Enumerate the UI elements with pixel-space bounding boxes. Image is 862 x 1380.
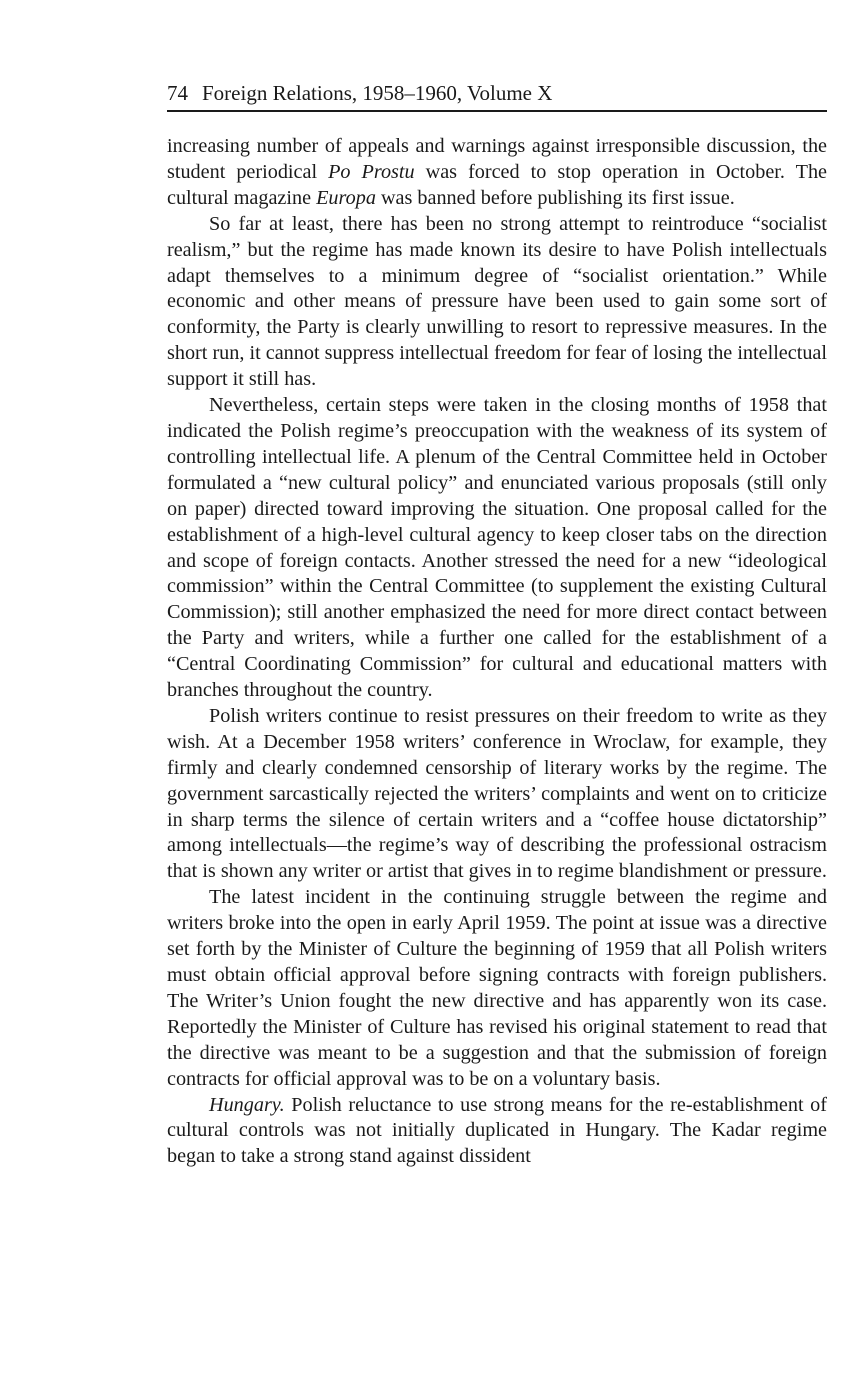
paragraph-text: was forced to stop operation in October. The cultural magazine xyxy=(167,160,828,209)
paragraph-socialist-realism: So far at least, there has been no strong attempt to reintroduce “socialist realism,” but the regime has made known its desire to have Polish intellectuals adapt themselves to a minimum degree of “socialist orientation.” While economic and other means of pressure have been used to gain some sort of conformity, the Party is clearly unwilling to resort to repressive measures. In the short run, it cannot suppress intellectual freedom for fear of losing the intellectual support it still has. xyxy=(167,212,827,391)
paragraph-hungary xyxy=(167,1093,827,1171)
paragraph-writers-resistance: Polish writers continue to resist pressures on their freedom to write as they wish. At a December 1958 writers’ conference in Wroclaw, for example, they firmly and clearly condemned censorship of literary works by the regime. The government sarcastically rejected the writers’ complaints and went on to criticize in sharp terms the silence of certain writers and a “coffee house dictatorship” among intellectuals—the regime’s way of describing the professional ostracism that is shown any writer or artist that gives in to regime blandishment or pressure. xyxy=(167,704,827,883)
paragraph-text: Polish reluctance to use strong means for the re-establishment of cultural controls was not initially duplicated in Hungary. The Kadar regime began to take a strong stand against dissident xyxy=(167,1093,827,1168)
paragraph-text: increasing number of appeals and warnings against irresponsible discussion, the student periodical xyxy=(167,135,827,183)
running-title: Foreign Relations, 1958–1960, Volume X xyxy=(202,81,553,105)
section-run-in-heading: Hungary. xyxy=(209,1093,285,1116)
paragraph-text: was banned before publishing its first issue. xyxy=(375,186,735,209)
running-head xyxy=(167,78,827,112)
body-text xyxy=(167,134,827,1170)
paragraph-latest-incident: The latest incident in the continuing struggle between the regime and writers broke into the open in early April 1959. The point at issue was a directive set forth by the Minister of Culture the beginning of 1959 that all Polish writers must obtain official approval before signing contracts with foreign publishers. The Writer’s Union fought the new directive and has apparently won its case. Reportedly the Minister of Culture has revised his original statement to read that the directive was meant to be a suggestion and that the submission of foreign contracts for official approval was to be on a voluntary basis. xyxy=(167,886,827,1090)
paragraph-continuation xyxy=(167,134,827,212)
page-number: 74 xyxy=(167,81,188,105)
document-page xyxy=(167,78,827,1170)
magazine-title-europa: Europa xyxy=(316,186,376,209)
paragraph-central-committee-steps: Nevertheless, certain steps were taken in the closing months of 1958 that indicated the Polish regime’s preoccupation with the weakness of its system of controlling intellectual life. A plenum of the Central Committee held in October formulated a “new cultural policy” and enunciated various proposals (still only on paper) directed toward improving the situation. One proposal called for the establishment of a high-level cultural agency to keep closer tabs on the direction and scope of foreign contacts. Another stressed the need for a new “ideological commission” within the Central Committee (to supplement the existing Cultural Commission); still another emphasized the need for more direct contact between the Party and writers, while a further one called for the establishment of a “Central Coordinating Commission” for cultural and educational matters with branches throughout the country. xyxy=(167,394,827,702)
periodical-title-po-prostu: Po Prostu xyxy=(328,160,415,183)
